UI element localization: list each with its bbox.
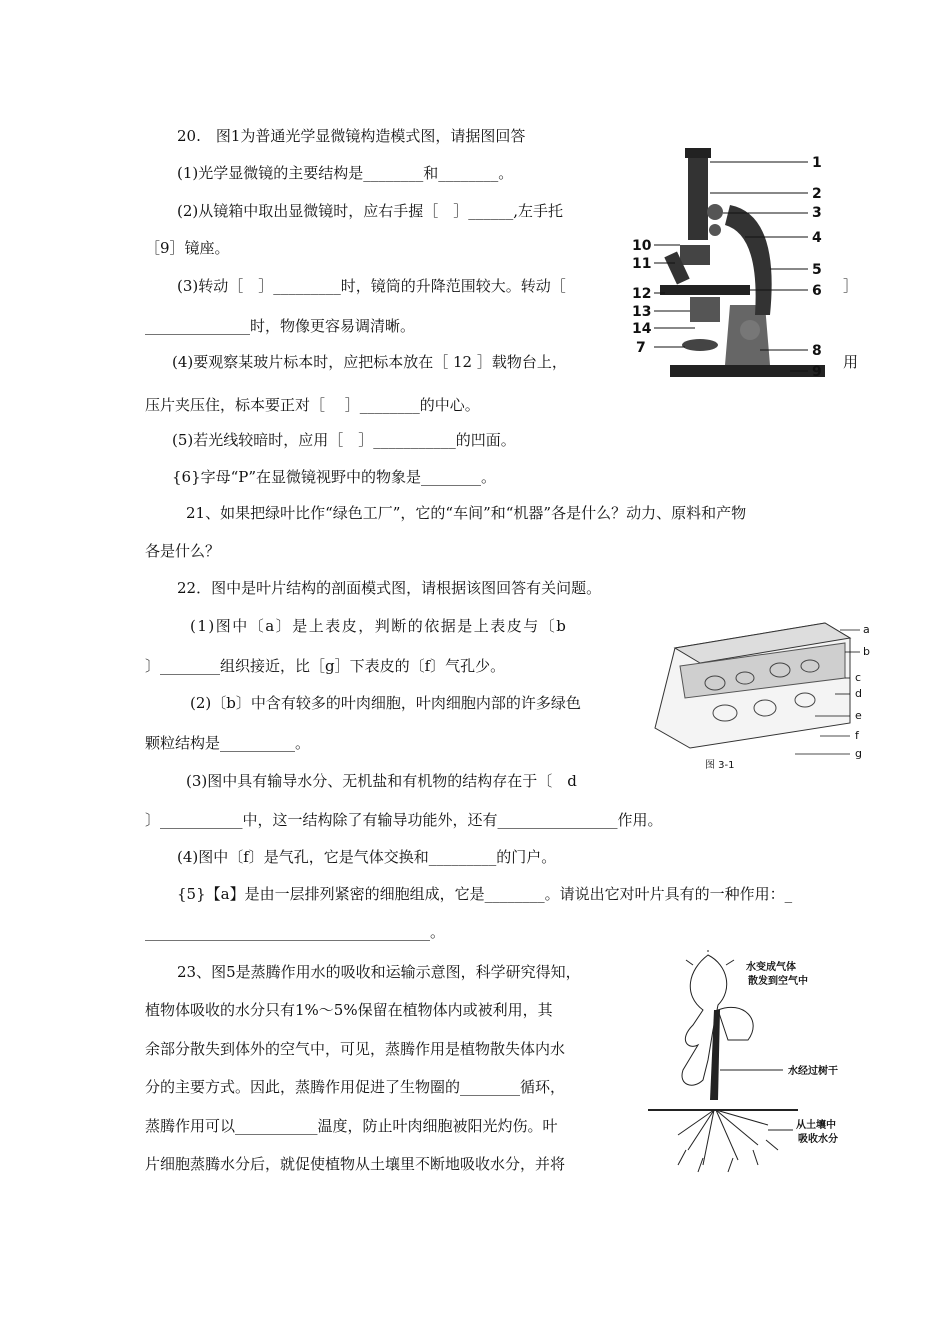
q20-part3-line1: (3)转动［ ］_________时，镜筒的升降范围较大。转动［: [177, 277, 566, 295]
leaf-label-c: c: [855, 671, 862, 684]
leaf-label-g: g: [855, 747, 862, 760]
q20-part6: {6}字母“P”在显微镜视野中的物象是________。: [172, 468, 497, 486]
q22-part5-line2: ______________________________________。: [145, 923, 446, 941]
microscope-label-5: 5: [812, 262, 822, 278]
transpiration-figure: [648, 950, 868, 1180]
microscope-label-1: 1: [812, 155, 822, 171]
q20-part2-line1: (2)从镜箱中取出显微镜时，应右手握［ ］______,左手托: [177, 202, 564, 220]
q20-title: 20. 图1为普通光学显微镜构造模式图，请据图回答: [177, 127, 526, 145]
q23-line1: 23、图5是蒸腾作用水的吸收和运输示意图，科学研究得知，: [177, 963, 581, 981]
microscope-label-8: 8: [812, 343, 822, 359]
q21-line1: 21、如果把绿叶比作“绿色工厂”，它的“车间”和“机器”各是什么？动力、原料和产物: [186, 504, 747, 522]
transpiration-label-mid: 水经过树干: [788, 1066, 838, 1077]
q22-part1-line1: (1)图中〔a〕是上表皮，判断的依据是上表皮与〔b: [190, 617, 568, 635]
transpiration-label-top-line1: 水变成气体: [746, 962, 796, 973]
q23-line6: 片细胞蒸腾水分后，就促使植物从土壤里不断地吸收水分，并将: [145, 1155, 566, 1173]
q22-part3-line2: 〕___________中，这一结构除了有输导功能外，还有________________作用。: [145, 811, 663, 829]
q23-line3: 余部分散失到体外的空气中，可见，蒸腾作用是植物散失体内水: [145, 1040, 566, 1058]
transpiration-label-top-line2: 散发到空气中: [748, 976, 808, 987]
microscope-label-4: 4: [812, 230, 822, 246]
q22-part2-line1: (2)〔b〕中含有较多的叶肉细胞，叶肉细胞内部的许多绿色: [190, 694, 581, 712]
leaf-label-d: d: [855, 687, 862, 700]
microscope-label-7: 7: [636, 340, 646, 356]
leaf-figure-caption: 图 3-1: [705, 760, 735, 771]
q23-line2: 植物体吸收的水分只有1%～5%保留在植物体内或被利用，其: [145, 1001, 553, 1019]
transpiration-label-bot-line1: 从土壤中: [796, 1120, 836, 1131]
q22-part4: (4)图中〔f〕是气孔，它是气体交换和_________的门户。: [177, 848, 557, 866]
q20-part4-line1: (4)要观察某玻片标本时，应把标本放在［ 12 ］载物台上，: [172, 353, 567, 371]
leaf-label-e: e: [855, 709, 862, 722]
q20-part4-end: 用: [843, 353, 859, 371]
microscope-label-14: 14: [632, 321, 652, 337]
q23-line4: 分的主要方式。因此，蒸腾作用促进了生物圈的________循环，: [145, 1078, 566, 1096]
q22-title: 22．图中是叶片结构的剖面模式图，请根据该图回答有关问题。: [177, 579, 602, 597]
transpiration-label-bot-line2: 吸收水分: [798, 1134, 838, 1145]
microscope-label-11: 11: [632, 256, 652, 272]
microscope-label-12: 12: [632, 286, 652, 302]
q22-part1-line2: 〕________组织接近，比［g］下表皮的〔f〕气孔少。: [145, 657, 506, 675]
q21-line2: 各是什么？: [145, 542, 221, 560]
microscope-label-3: 3: [812, 205, 822, 221]
microscope-label-2: 2: [812, 186, 822, 202]
leaf-label-b: b: [863, 645, 870, 658]
microscope-label-9: 9: [812, 364, 822, 380]
q22-part2-line2: 颗粒结构是__________。: [145, 734, 311, 752]
q20-part3-line2: ______________时，物像更容易调清晰。: [145, 317, 416, 335]
microscope-label-13: 13: [632, 304, 652, 320]
q23-line5: 蒸腾作用可以___________温度，防止叶肉细胞被阳光灼伤。叶: [145, 1117, 558, 1135]
q20-part3-bracket: ］: [843, 277, 859, 295]
q22-part3-line1: (3)图中具有输导水分、无机盐和有机物的结构存在于〔 d: [186, 772, 577, 790]
leaf-label-a: a: [863, 623, 870, 636]
q20-part4-line2: 压片夹压住，标本要正对［ ］________的中心。: [145, 396, 480, 414]
leaf-label-f: f: [855, 729, 859, 742]
microscope-label-6: 6: [812, 283, 822, 299]
microscope-figure: [630, 145, 840, 385]
q22-part5-line1: {5}【a】是由一层排列紧密的细胞组成，它是________。请说出它对叶片具有的一种作用：_: [177, 885, 793, 903]
leaf-section-figure: [645, 608, 875, 773]
q20-part5: (5)若光线较暗时，应用［ ］___________的凹面。: [172, 431, 516, 449]
q20-part1: (1)光学显微镜的主要结构是________和________。: [177, 164, 514, 182]
microscope-label-10: 10: [632, 238, 652, 254]
q20-part2-line2: ［9］镜座。: [145, 239, 230, 257]
